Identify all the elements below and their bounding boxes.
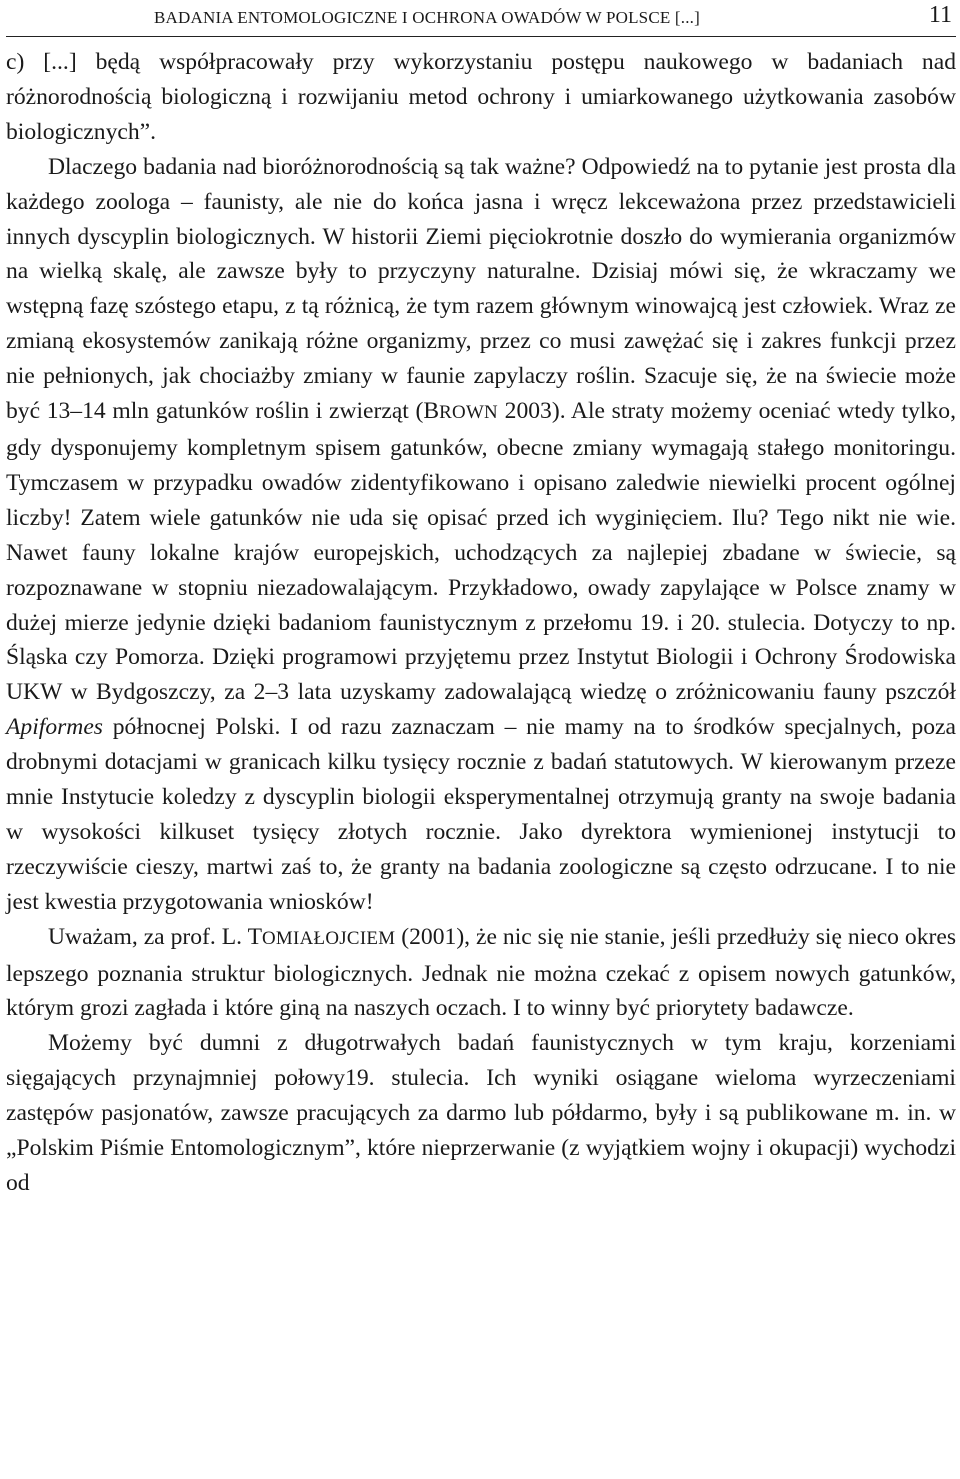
citation-author-brown: BROWN [423, 398, 498, 425]
paragraph-text: północnej Polski. I od razu zaznaczam – nie mamy na to środków specjalnych, poza drobnymi dotacjami w granicach kilku tysięcy rocznie z badań statutowych. W kierowanym przeze mnie Instytucie koledzy z dyscyplin biologii eksperymentalnej otrzymują granty na swoje badania w wysokości kilkuset tysięcy złotych rocznie. Jako dyrektora wymienionej instytucji to rzeczywiście cieszy, martwi zaś to, że granty na badania zoologiczne są często odrzucane. I to nie jest kwestia przygotowania wniosków! [6, 714, 956, 915]
paragraph-text: 2003). Ale straty możemy oceniać wtedy tylko, gdy dysponujemy kompletnym spisem gatunków, obecne zmiany wymagają stałego monitoringu. Tymczasem w przypadku owadów zidentyfikowano i opisano zaledwie niewielki procent ogólnej liczby! Zatem wiele gatunków nie uda się opisać przed ich wyginięciem. Ilu? Tego nikt nie wie. Nawet fauny lokalne krajów europejskich, uchodzących za najlepiej zbadane w świecie, są rozpoznawane w stopniu niezadowalającym. Przykładowo, owady zapylające w Polsce znamy w dużej mierze jedynie dzięki badaniom faunistycznym z przełomu 19. i 20. stulecia. Dotyczy to np. Śląska czy Pomorza. Dzięki programowi przyjętemu przez Instytut Biologii i Ochrony Środowiska UKW w Bydgoszczy, za 2–3 lata uzyskamy zadowalającą wiedzę o zróżnicowaniu fauny pszczół [6, 398, 956, 706]
paragraph-biodiversity [6, 150, 956, 920]
running-header [6, 0, 956, 37]
page-number: 11 [928, 2, 952, 28]
paragraph-text: Uważam, za prof. L. [48, 923, 248, 950]
paragraph-text: Dlaczego badania nad bioróżnorodnością są tak ważne? Odpowiedź na to pytanie jest prosta dla każdego zoologa – faunisty, ale nie do końca jasna i wręcz lekceważona przez przedstawicieli innych dyscyplin biologicznych. W historii Ziemi pięciokrotnie doszło do wymierania organizmów na wielką skalę, ale zawsze były to przyczyny naturalne. Dzisiaj mówi się, że wkraczamy we wstępną fazę szóstego etapu, z tą różnicą, że tym razem głównym winowajcą jest człowiek. Wraz ze zmianą ekosystemów zanikają różne organizmy, przez co musi zawężać się i zakres funkcji przez nie pełnionych, jak chociażby zmiany w faunie zapylaczy roślin. Szacuje się, że na świecie może być 13–14 mln gatunków roślin i zwierząt ( [6, 153, 956, 425]
taxon-apiformes: Apiformes [6, 714, 103, 741]
body-text [6, 45, 956, 1201]
paragraph-text: (2001), że nic się nie stanie, jeśli przedłuży się nieco okres lepszego poznania struktur biologicznych. Jednak nie można czekać z opisem nowych gatunków, którym grozi zagłada i które giną na naszych oczach. I to winny być priorytety badawcze. [6, 923, 957, 1022]
paragraph-quote-end: c) [...] będą współpracowały przy wykorzystaniu postępu naukowego w badaniach nad różnorodnością biologiczną i rozwijaniu metod ochrony i umiarkowanego użytkowania zasobów biologicznych”. [6, 49, 956, 145]
running-title: BADANIA ENTOMOLOGICZNE I OCHRONA OWADÓW W POLSCE [...] [154, 8, 700, 27]
paragraph-faunistic-history: Możemy być dumni z długotrwałych badań faunistycznych w tym kraju, korzeniami sięgających przynajmniej połowy19. stulecia. Ich wyniki osiągane wieloma wyrzeczeniami zastępów pasjonatów, zawsze pracujących za darmo lub półdarmo, były i są publikowane m. in. w „Polskim Piśmie Entomologicznym”, które nieprzerwanie (z wyjątkiem wojny i okupacji) wychodzi od [6, 1030, 956, 1196]
document-page [6, 0, 956, 1479]
citation-author-tomialojc: TOMIAŁOJCIEM [247, 923, 396, 950]
paragraph-priorities [6, 920, 956, 1027]
